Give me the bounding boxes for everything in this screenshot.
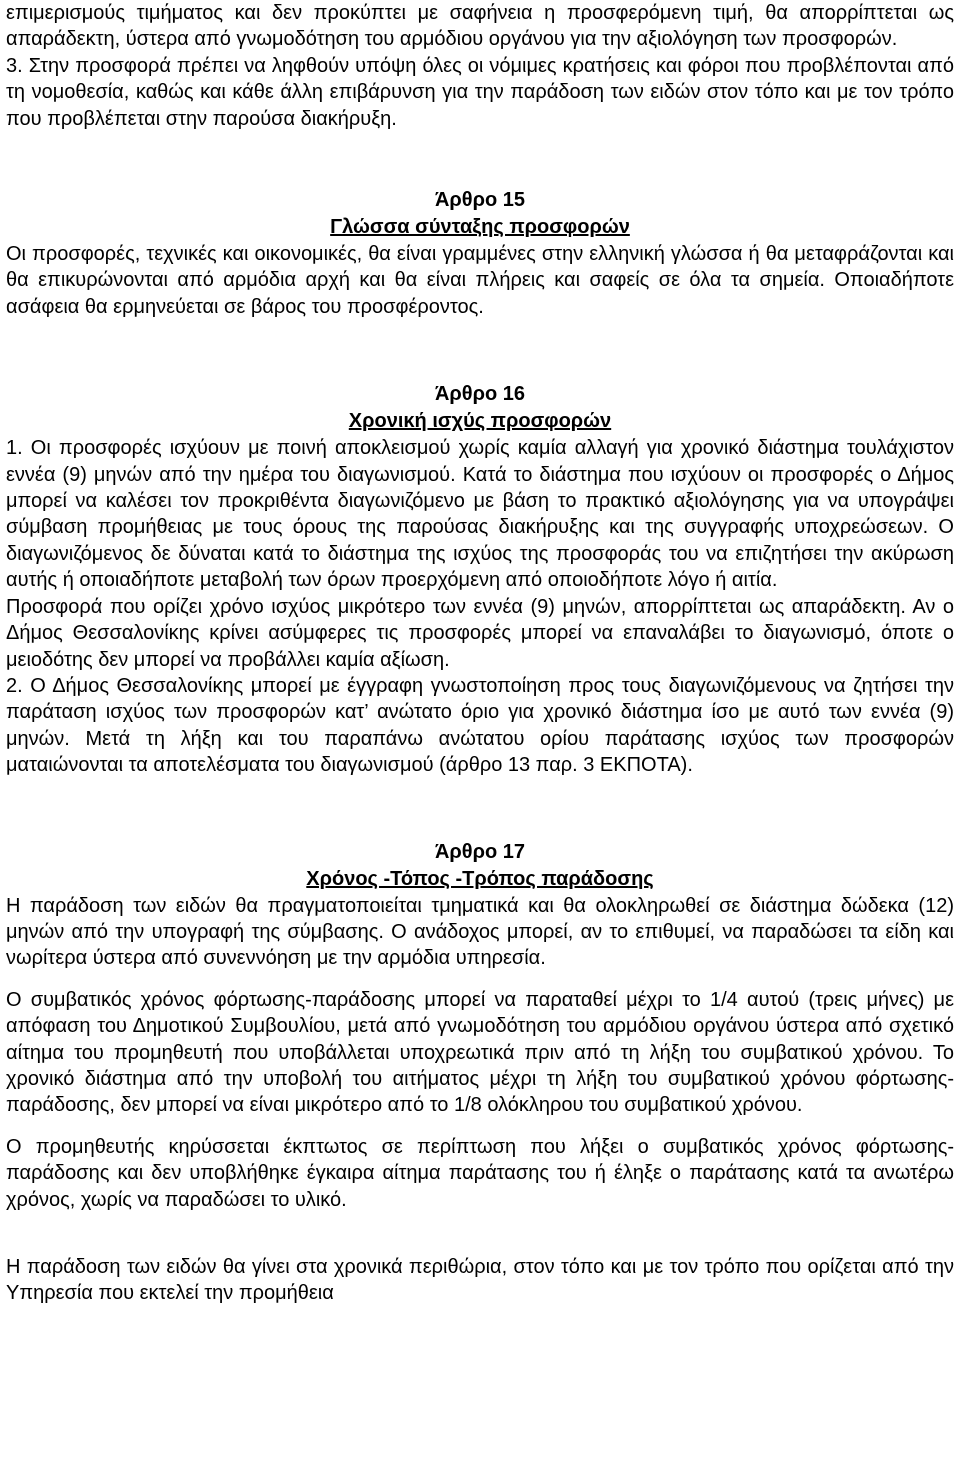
article-17-paragraph: Ο προμηθευτής κηρύσσεται έκπτωτος σε περίπτωση που λήξει ο συμβατικός χρόνος φόρτωσης-παράδοσης και δεν υποβλήθηκε έγκαιρα αίτημα παράτασης του ή έληξε ο παράτασης κατά τα ανωτέρω χρόνος, χωρίς να παραδώσει το υλικό. [6,1135,954,1211]
item-3-paragraph: 3. Στην προσφορά πρέπει να ληφθούν υπόψη όλες οι νόμιμες κρατήσεις και φόροι που προβλέπονται από τη νομοθεσία, καθώς και κάθε άλλη επιβάρυνση για την παράδοση των ειδών στον τόπο και με τον τρόπο που προβλέπεται στην παρούσα διακήρυξη. [6,54,954,130]
spacer [6,779,954,839]
article-17-number: Άρθρο 17 [434,840,526,863]
article-15-paragraph: Οι προσφορές, τεχνικές και οικονομικές, θα είναι γραμμένες στην ελληνική γλώσσα ή θα μεταφράζονται και θα επικυρώνονται από αρμόδια αρχή και θα είναι πλήρεις και σαφείς σε όλα τα σημεία. Οποιαδήποτε ασάφεια θα ερμηνεύεται σε βάρος του προσφέροντος. [6,243,954,318]
article-16-paragraph: 2. Ο Δήμος Θεσσαλονίκης μπορεί με έγγραφη γνωστοποίηση προς τους διαγωνιζόμενους να ζητήσει την παράταση ισχύος των προσφορών κατ’ ανώτατο όριο για χρονικό διάστημα ίσο με αυτό των εννέα (9) μηνών. Μετά τη λήξη και του παραπάνω ανώτατου ορίου παράτασης ισχύος των προσφορών ματαιώνονται τα αποτελέσματα του διαγωνισμού (άρθρο 13 παρ. 3 ΕΚΠΟΤΑ). [6,674,954,777]
article-16-title: Χρονική ισχύς προσφορών [348,410,612,433]
top-paragraph: επιμερισμούς τιμήματος και δεν προκύπτει με σαφήνεια η προσφερόμενη τιμή, θα απορρίπτεται ως απαράδεκτη, ύστερα από γνωμοδότηση του αρμόδιου οργάνου για την αξιολόγηση των προσφορών. [6,2,954,51]
article-16-number: Άρθρο 16 [434,383,526,406]
spacer [6,132,954,187]
spacer [6,1213,954,1254]
spacer [6,1119,954,1134]
article-16-paragraph: Προσφορά που ορίζει χρόνο ισχύος μικρότερο των εννέα (9) μηνών, απορρίπτεται ως απαράδεκτη. Αν ο Δήμος Θεσσαλονίκης κρίνει ασύμφερες τις προσφορές μπορεί να επαναλάβει το διαγωνισμό, όποτε ο μειοδότης δεν μπορεί να προβάλλει καμία αξίωση. [6,595,954,671]
article-15 [6,187,954,320]
article-17-paragraph: Η παράδοση των ειδών θα γίνει στα χρονικά περιθώρια, στον τόπο και με τον τρόπο που ορίζεται από την Υπηρεσία που εκτελεί την προμήθεια [6,1256,954,1305]
spacer [6,972,954,987]
spacer [6,320,954,381]
article-15-title: Γλώσσα σύνταξης προσφορών [330,216,630,239]
article-17-paragraph: Ο συμβατικός χρόνος φόρτωσης-παράδοσης μπορεί να παραταθεί μέχρι το 1/4 αυτού (τρεις μήνες) με απόφαση του Δημοτικού Συμβουλίου, μετά από γνωμοδότηση του αρμόδιου οργάνου ύστερα από σχετικό αίτημα του προμηθευτή που υποβάλλεται υποχρεωτικά πριν από τη λήξη του συμβατικού χρόνου. Το χρονικό διάστημα από την υποβολή του αιτήματος μέχρι τη λήξη του συμβατικού χρόνου φόρτωσης-παράδοσης, δεν μπορεί να είναι μικρότερο από το 1/8 ολόκληρου του συμβατικού χρόνου. [6,988,954,1117]
article-17-title: Χρόνος -Τόπος -Τρόπος παράδοσης [306,867,654,890]
article-16 [6,381,954,778]
article-17-paragraph: Η παράδοση των ειδών θα πραγματοποιείται τμηματικά και θα ολοκληρωθεί σε διάστημα δώδεκα (12) μηνών από την υπογραφή της σύμβασης. Ο ανάδοχος μπορεί, αν το επιθυμεί, να παραδώσει τα είδη και νωρίτερα ύστερα από συνεννόηση με την αρμόδια υπηρεσία. [6,894,954,970]
article-17 [6,839,954,1307]
article-16-paragraph: 1. Οι προσφορές ισχύουν με ποινή αποκλεισμού χωρίς καμία αλλαγή για χρονικό διάστημα τουλάχιστον εννέα (9) μηνών από την ημέρα του διαγωνισμού. Κατά το διάστημα που ισχύουν οι προσφορές ο Δήμος μπορεί να καλέσει τον προκριθέντα διαγωνιζόμενο με βάση το πρακτικό αξιολόγησης για να υπογράψει σύμβαση προμήθειας με τους όρους της παρούσας διακήρυξης και της συγγραφής υποχρεώσεων. Ο διαγωνιζόμενος δε δύναται κατά το διάστημα της ισχύος της προσφοράς του να επιζητήσει την ακύρωση αυτής ή οποιαδήποτε μεταβολή των όρων προερχόμενη από οποιοδήποτε λόγο ή αιτία. [6,437,954,592]
article-15-number: Άρθρο 15 [434,189,526,212]
document-page [6,0,954,1307]
